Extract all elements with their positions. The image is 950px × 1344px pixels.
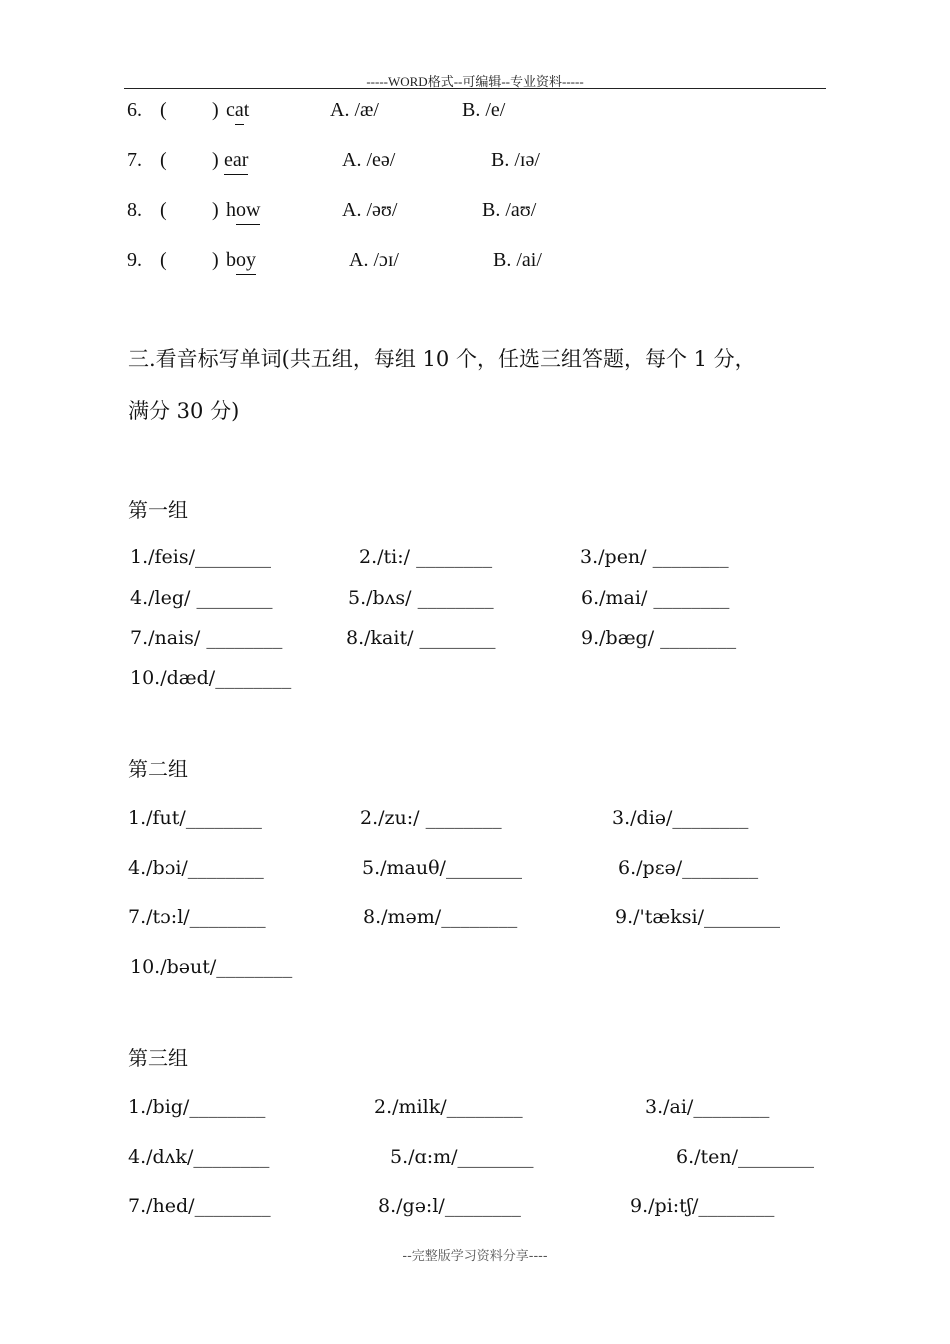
answer-paren-close: ) [212, 249, 219, 271]
page-footer: --完整版学习资料分享---- [402, 1249, 548, 1264]
option-a: A. /ɔɪ/ [349, 249, 399, 271]
question-word: boy [226, 249, 256, 271]
question-number: 8. [127, 199, 142, 221]
question-word: how [226, 199, 261, 221]
group-1-item-6[interactable]: 6./mai/ ________ [581, 587, 730, 609]
answer-paren-close: ) [212, 199, 219, 221]
question-number: 6. [127, 99, 142, 121]
group-2-item-10[interactable]: 10./bəut/________ [130, 956, 293, 978]
group-3-item-8[interactable]: 8./gə:l/________ [378, 1195, 521, 1217]
page-header: -----WORD格式--可编辑--专业资料----- [366, 74, 584, 89]
group-1-item-3[interactable]: 3./pen/ ________ [580, 546, 729, 568]
option-b: B. /aʊ/ [482, 199, 537, 221]
group-1-item-8[interactable]: 8./kait/ ________ [346, 627, 496, 649]
group-1-item-1[interactable]: 1./feis/________ [130, 546, 272, 568]
question-word: cat [226, 99, 250, 121]
group-3-item-6[interactable]: 6./ten/________ [676, 1146, 815, 1168]
group-3-item-5[interactable]: 5./ɑ:m/________ [390, 1146, 534, 1168]
group-1-item-7[interactable]: 7./nais/ ________ [130, 627, 283, 649]
option-a: A. /əʊ/ [342, 199, 398, 221]
header-divider [124, 88, 826, 89]
group-3-item-7[interactable]: 7./hed/________ [128, 1195, 271, 1217]
group-2-item-1[interactable]: 1./fut/________ [128, 807, 262, 829]
question-number: 7. [127, 149, 142, 171]
group-2-item-3[interactable]: 3./diə/________ [612, 807, 749, 829]
group-3-title: 第三组 [128, 1046, 188, 1070]
section-title: 三.看音标写单词(共五组，每组 10 个，任选三组答题，每个 1 分， [128, 347, 756, 371]
answer-paren-open[interactable]: ( [160, 249, 167, 271]
option-b: B. /ai/ [493, 249, 542, 271]
group-3-item-2[interactable]: 2./milk/________ [374, 1096, 523, 1118]
group-1-title: 第一组 [128, 498, 188, 522]
section-title-continued: 满分 30 分) [128, 399, 240, 423]
option-a: A. /æ/ [330, 99, 379, 121]
answer-paren-close: ) [212, 149, 219, 171]
group-1-item-5[interactable]: 5./bʌs/ ________ [348, 587, 494, 609]
question-number: 9. [127, 249, 142, 271]
group-2-item-6[interactable]: 6./pεə/________ [618, 857, 759, 879]
group-3-item-9[interactable]: 9./pi:tʃ/________ [630, 1195, 775, 1217]
group-3-item-1[interactable]: 1./big/________ [128, 1096, 266, 1118]
answer-paren-open[interactable]: ( [160, 199, 167, 221]
group-2-item-7[interactable]: 7./tɔ:l/________ [128, 906, 266, 928]
group-2-item-9[interactable]: 9./'tæksi/________ [615, 906, 780, 928]
group-1-item-4[interactable]: 4./leg/ ________ [130, 587, 273, 609]
option-b: B. /e/ [462, 99, 506, 121]
group-1-item-10[interactable]: 10./dæd/________ [130, 667, 292, 689]
answer-paren-open[interactable]: ( [160, 99, 167, 121]
group-2-item-5[interactable]: 5./mauθ/________ [362, 857, 522, 879]
option-a: A. /eə/ [342, 149, 396, 171]
group-1-item-9[interactable]: 9./bæg/ ________ [581, 627, 737, 649]
group-2-title: 第二组 [128, 757, 188, 781]
answer-paren-close: ) [212, 99, 219, 121]
group-2-item-4[interactable]: 4./bɔi/________ [128, 857, 264, 879]
group-3-item-3[interactable]: 3./ai/________ [645, 1096, 770, 1118]
question-word: ear [224, 149, 249, 171]
group-2-item-2[interactable]: 2./zu:/ ________ [360, 807, 502, 829]
group-1-item-2[interactable]: 2./ti:/ ________ [359, 546, 493, 568]
group-3-item-4[interactable]: 4./dʌk/________ [128, 1146, 270, 1168]
group-2-item-8[interactable]: 8./məm/________ [363, 906, 518, 928]
option-b: B. /ɪə/ [491, 149, 540, 171]
answer-paren-open[interactable]: ( [160, 149, 167, 171]
